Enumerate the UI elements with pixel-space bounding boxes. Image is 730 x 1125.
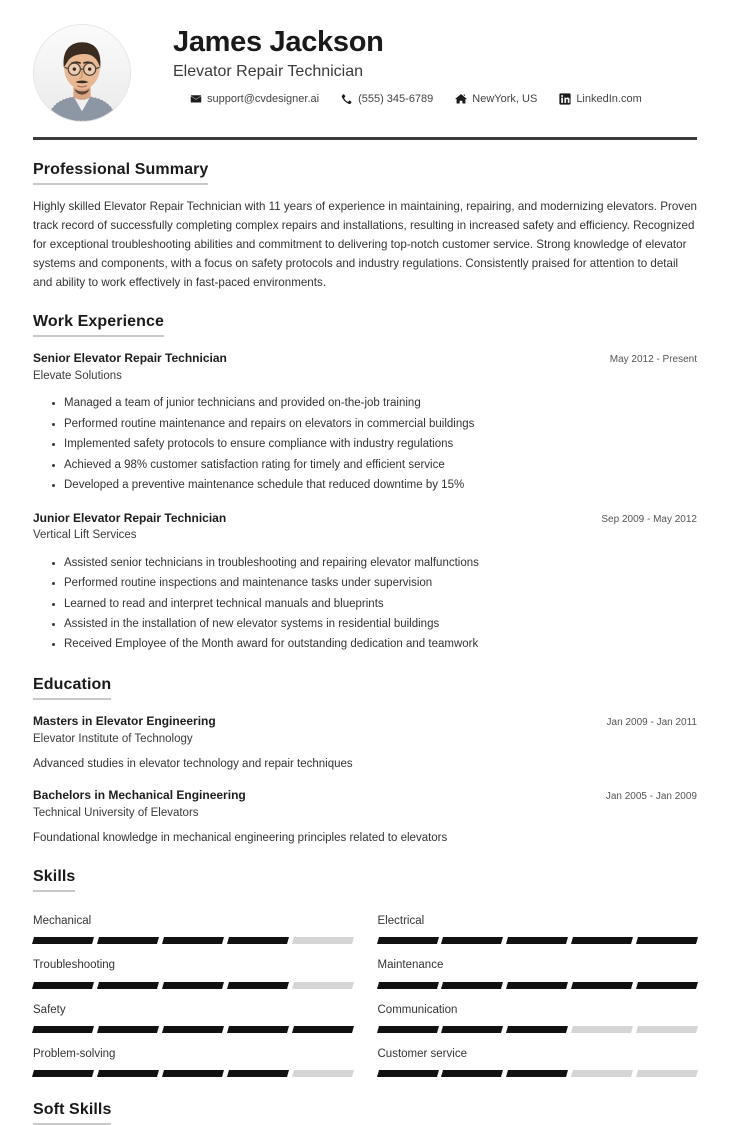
list-item: Implemented safety protocols to ensure compliance with industry regulations <box>52 434 697 454</box>
education-degree: Bachelors in Mechanical Engineering <box>33 788 246 803</box>
list-item: Managed a team of junior technicians and provided on-the-job training <box>52 393 697 413</box>
skill-level-segment <box>376 982 438 989</box>
skill-level-segment <box>441 1070 503 1077</box>
skill-name: Problem-solving <box>33 1047 116 1060</box>
contact-location[interactable] <box>455 93 537 105</box>
section-title-soft-skills: Soft Skills <box>33 1101 111 1125</box>
list-item: Developed a preventive maintenance schedule that reduced downtime by 15% <box>52 475 697 495</box>
section-title-education: Education <box>33 676 111 700</box>
list-item: Learned to read and interpret technical manuals and blueprints <box>52 594 697 614</box>
contact-phone-text: (555) 345-6789 <box>358 93 434 106</box>
skill-name: Communication <box>377 1003 458 1016</box>
education-institution: Elevator Institute of Technology <box>33 732 193 745</box>
education-dates: Jan 2009 - Jan 2011 <box>606 716 697 728</box>
skill-item <box>33 902 353 946</box>
phone-icon <box>341 93 353 105</box>
section-soft-skills <box>33 1101 697 1125</box>
work-entry <box>33 350 697 495</box>
skill-level-segment <box>506 1070 568 1077</box>
education-institution: Technical University of Elevators <box>33 806 199 819</box>
resume-header <box>33 0 697 122</box>
job-title: Elevator Repair Technician <box>173 63 364 81</box>
skill-level-segment <box>636 982 698 989</box>
skill-name: Safety <box>33 1003 66 1016</box>
contact-list <box>173 93 697 105</box>
skill-name: Electrical <box>377 915 425 928</box>
section-professional-summary <box>33 161 697 292</box>
skill-level-segment <box>636 1026 698 1033</box>
skill-item <box>33 1035 353 1079</box>
header-divider <box>33 137 697 140</box>
skill-level-segment <box>376 937 438 944</box>
skill-level-segment <box>32 982 94 989</box>
skill-level-segment <box>441 1026 503 1033</box>
skill-level-bar <box>378 1026 698 1033</box>
section-work-experience <box>33 313 697 654</box>
linkedin-icon <box>559 93 571 105</box>
skill-level-segment <box>506 1026 568 1033</box>
skill-level-segment <box>636 937 698 944</box>
skill-level-bar <box>33 1070 353 1077</box>
skill-name: Maintenance <box>377 959 444 972</box>
list-item: Performed routine maintenance and repairs on elevators in commercial buildings <box>52 414 697 434</box>
contact-location-text: NewYork, US <box>472 93 538 106</box>
skill-name: Mechanical <box>33 915 92 928</box>
skill-level-segment <box>227 937 289 944</box>
skill-item <box>378 902 698 946</box>
skill-level-segment <box>227 982 289 989</box>
skill-level-segment <box>162 1026 224 1033</box>
skill-level-segment <box>227 1070 289 1077</box>
skill-level-bar <box>33 1026 353 1033</box>
contact-email[interactable] <box>190 93 319 105</box>
section-skills <box>33 868 697 1079</box>
skill-level-segment <box>292 937 354 944</box>
skill-item <box>378 1035 698 1079</box>
skill-level-segment <box>32 937 94 944</box>
education-degree: Masters in Elevator Engineering <box>33 713 216 728</box>
section-title-work-experience: Work Experience <box>33 313 164 337</box>
section-title-summary: Professional Summary <box>33 161 208 185</box>
skill-name: Customer service <box>377 1047 467 1060</box>
skill-level-segment <box>636 1070 698 1077</box>
skill-level-bar <box>33 937 353 944</box>
section-title-skills: Skills <box>33 868 75 892</box>
skill-level-segment <box>162 1070 224 1077</box>
work-dates: Sep 2009 - May 2012 <box>601 513 697 525</box>
skill-level-segment <box>441 982 503 989</box>
header-text-block <box>131 24 697 105</box>
skill-level-segment <box>376 1026 438 1033</box>
list-item: Assisted in the installation of new elevator systems in residential buildings <box>52 614 697 634</box>
work-role: Junior Elevator Repair Technician <box>33 510 227 525</box>
skill-level-bar <box>378 982 698 989</box>
work-role: Senior Elevator Repair Technician <box>33 351 227 366</box>
skill-level-segment <box>97 937 159 944</box>
work-bullet-list <box>33 393 697 495</box>
skill-level-segment <box>506 937 568 944</box>
skill-level-segment <box>441 937 503 944</box>
skill-level-segment <box>162 982 224 989</box>
skill-level-segment <box>97 1070 159 1077</box>
list-item: Achieved a 98% customer satisfaction rating for timely and efficient service <box>52 455 697 475</box>
contact-linkedin[interactable] <box>559 93 641 105</box>
work-entry <box>33 510 697 655</box>
skill-level-bar <box>378 1070 698 1077</box>
skill-item <box>33 991 353 1035</box>
skill-level-segment <box>227 1026 289 1033</box>
contact-email-text: support@cvdesigner.ai <box>207 93 320 106</box>
skill-item <box>33 946 353 990</box>
skill-level-segment <box>292 1026 354 1033</box>
work-bullet-list <box>33 553 697 655</box>
skill-level-segment <box>32 1070 94 1077</box>
skill-level-bar <box>33 982 353 989</box>
envelope-icon <box>190 93 202 105</box>
summary-text: Highly skilled Elevator Repair Technician with 11 years of experience in maintaining, repairing, and modernizing elevators. Proven track record of successfully completing complex repairs and installations, resulting in increased safety and efficiency. Recognized for exceptional troubleshooting abilities and commitment to delivering top-notch customer service. Strong knowledge of elevator systems and components, with a focus on safety protocols and industry regulations. Consistently praised for attention to detail and ability to work effectively in fast-paced environments. <box>33 200 697 289</box>
section-education <box>33 676 697 847</box>
skill-level-segment <box>292 982 354 989</box>
skill-level-segment <box>571 982 633 989</box>
skill-name: Troubleshooting <box>33 959 116 972</box>
list-item: Assisted senior technicians in troubleshooting and repairing elevator malfunctions <box>52 553 697 573</box>
skill-level-segment <box>571 937 633 944</box>
education-entry <box>33 787 697 847</box>
list-item: Received Employee of the Month award for outstanding dedication and teamwork <box>52 634 697 654</box>
work-organization: Vertical Lift Services <box>33 529 137 542</box>
skill-level-segment <box>571 1070 633 1077</box>
home-icon <box>455 93 467 105</box>
skill-level-segment <box>571 1026 633 1033</box>
skill-level-bar <box>378 937 698 944</box>
avatar <box>33 24 131 122</box>
education-dates: Jan 2005 - Jan 2009 <box>605 791 697 803</box>
skill-level-segment <box>506 982 568 989</box>
contact-linkedin-text: LinkedIn.com <box>576 93 642 106</box>
education-entry <box>33 713 697 773</box>
skill-item <box>378 991 698 1035</box>
skill-level-segment <box>376 1070 438 1077</box>
skill-level-segment <box>97 982 159 989</box>
work-organization: Elevate Solutions <box>33 370 122 383</box>
skill-level-segment <box>32 1026 94 1033</box>
skill-item <box>378 946 698 990</box>
education-description: Foundational knowledge in mechanical engineering principles related to elevators <box>33 831 448 844</box>
skill-level-segment <box>162 937 224 944</box>
skill-level-segment <box>97 1026 159 1033</box>
page-title: James Jackson <box>173 26 384 58</box>
skill-level-segment <box>292 1070 354 1077</box>
list-item: Performed routine inspections and maintenance tasks under supervision <box>52 573 697 593</box>
contact-phone[interactable] <box>341 93 433 105</box>
work-dates: May 2012 - Present <box>609 354 697 366</box>
skills-grid <box>33 902 697 1079</box>
education-description: Advanced studies in elevator technology and repair techniques <box>33 757 353 770</box>
